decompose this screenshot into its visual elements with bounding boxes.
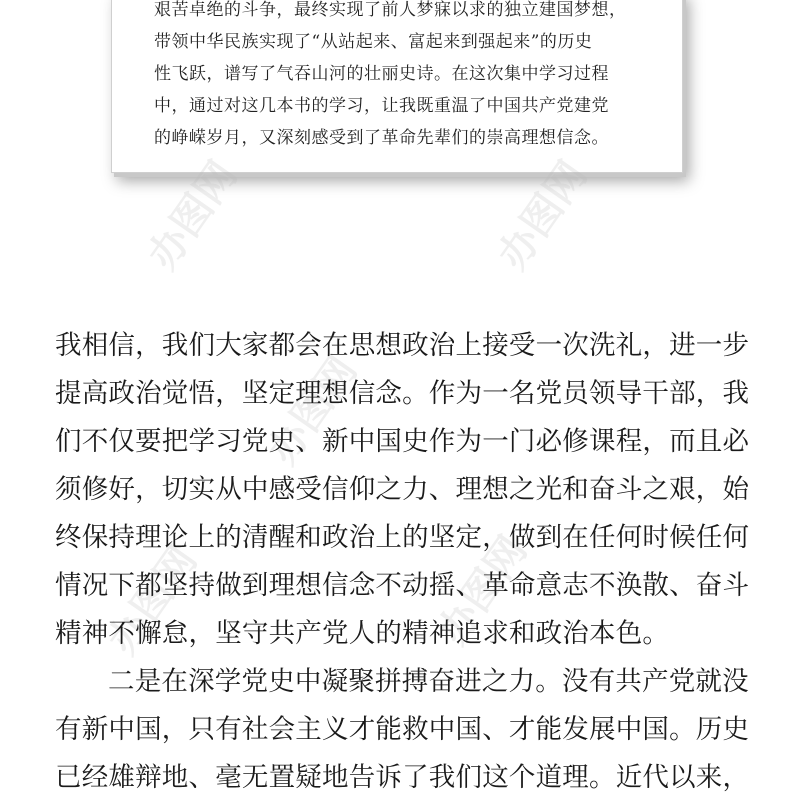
watermark-text: 办图网 [429,528,537,653]
watermark-text: 办图网 [489,153,597,278]
quote-line: 艰苦卓绝的斗争，最终实现了前人梦寐以求的独立建国梦想， [154,0,627,20]
paragraph-line: 须修好，切实从中感受信仰之力、理想之光和奋斗之艰，始 [55,474,750,505]
paragraph-line: 们不仅要把学习党史、新中国史作为一门必修课程，而且必 [55,426,750,457]
paragraph-line: 终保持理论上的清醒和政治上的坚定，做到在任何时候任何 [55,522,750,553]
quote-line: 性飞跃，谱写了气吞山河的壮丽史诗。在这次集中学习过程 [154,64,609,84]
quote-line: 带领中华民族实现了“从站起来、富起来到强起来”的历史 [154,32,593,52]
quote-line: 的峥嵘岁月，又深刻感受到了革命先辈们的崇高理想信念。 [154,128,609,148]
quote-box [111,0,683,173]
paragraph-line: 二是在深学党史中凝聚拼搏奋进之力。没有共产党就没 [108,666,749,697]
paragraph-line: 提高政治觉悟，坚定理想信念。作为一名党员领导干部，我 [55,378,750,409]
paragraph-line: 有新中国，只有社会主义才能救中国、才能发展中国。历史 [55,714,750,745]
paragraph-line: 已经雄辩地、毫无置疑地告诉了我们这个道理。近代以来， [55,762,750,793]
paragraph-line: 情况下都坚持做到理想信念不动摇、革命意志不涣散、奋斗 [55,570,750,601]
watermark-text: 办图网 [139,153,247,278]
watermark-text: 办图网 [99,538,207,663]
paragraph-line: 我相信，我们大家都会在思想政治上接受一次洗礼，进一步 [55,330,750,361]
watermark-text: 办图网 [259,348,367,473]
paragraph-line: 精神不懈怠，坚守共产党人的精神追求和政治本色。 [55,618,670,649]
quote-line: 中，通过对这几本书的学习，让我既重温了中国共产党建党 [154,96,609,116]
